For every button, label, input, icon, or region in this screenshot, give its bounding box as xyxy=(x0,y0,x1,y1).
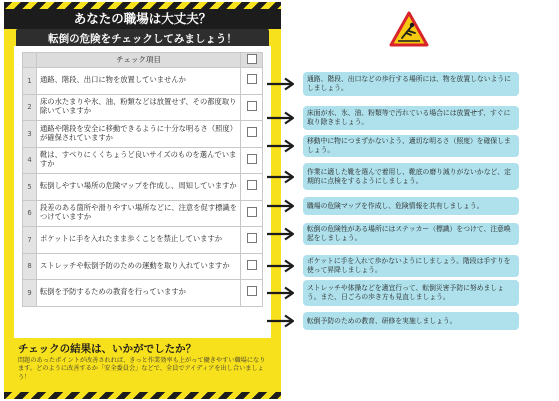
hazard-stripe-top xyxy=(4,2,281,9)
item-checkbox-cell[interactable] xyxy=(241,227,263,254)
page-subtitle: 転倒の危険をチェックしてみましょう！ xyxy=(16,29,269,49)
table-row xyxy=(23,280,263,307)
item-number: 9 xyxy=(23,280,37,307)
checkbox-icon[interactable] xyxy=(247,260,257,270)
item-text: 転倒しやすい場所の危険マップを作成し、周知していますか xyxy=(37,174,241,201)
table-row xyxy=(23,200,263,227)
checkbox-icon xyxy=(247,54,257,64)
item-text: 靴は、すべりにくくちょうど良いサイズのものを選んでいますか xyxy=(37,147,241,174)
checklist-card xyxy=(4,2,281,399)
item-number: 3 xyxy=(23,121,37,148)
page-title: あなたの職場は大丈夫？ xyxy=(4,9,281,29)
item-text: 床の水たまりや氷、油、粉類などは放置せず、その都度取り除いていますか xyxy=(37,94,241,121)
checkbox-icon[interactable] xyxy=(247,233,257,243)
item-text: 通路、階段、出口に物を放置していませんか xyxy=(37,68,241,95)
checkbox-icon[interactable] xyxy=(247,180,257,190)
checklist-table xyxy=(22,52,263,307)
arrow-right-icon xyxy=(266,170,296,184)
item-text: 段差のある箇所や滑りやすい場所などに、注意を促す標識をつけていますか xyxy=(37,200,241,227)
arrow-right-icon xyxy=(266,111,296,125)
table-row xyxy=(23,174,263,201)
item-checkbox-cell[interactable] xyxy=(241,94,263,121)
item-number: 7 xyxy=(23,227,37,254)
item-checkbox-cell[interactable] xyxy=(241,174,263,201)
checkbox-icon[interactable] xyxy=(247,286,257,296)
advice-box xyxy=(303,312,519,330)
advice-text: ポケットに手を入れて歩かないようにしましょう。階段は手すりを使って昇降しましょう。 xyxy=(307,257,511,274)
item-number: 2 xyxy=(23,94,37,121)
checkbox-icon[interactable] xyxy=(247,101,257,111)
checkbox-icon[interactable] xyxy=(247,154,257,164)
advice-text: ストレッチや体操などを適宜行って、転倒災害予防に努めましょう。また、日ごろの歩き方も見直しましょう。 xyxy=(307,284,504,301)
item-number: 5 xyxy=(23,174,37,201)
item-number: 4 xyxy=(23,147,37,174)
advice-text: 通路、階段、出口などの歩行する場所には、物を放置しないようにしましょう。 xyxy=(307,75,511,92)
arrow-right-icon xyxy=(266,314,296,328)
arrow-right-icon xyxy=(266,199,296,213)
num-header xyxy=(23,53,37,68)
table-row xyxy=(23,253,263,280)
checkbox-icon[interactable] xyxy=(247,127,257,137)
item-number: 1 xyxy=(23,68,37,95)
arrow-right-icon xyxy=(266,259,296,273)
item-checkbox-cell[interactable] xyxy=(241,253,263,280)
table-row xyxy=(23,94,263,121)
table-header-row xyxy=(23,53,263,68)
table-row xyxy=(23,121,263,148)
table-row xyxy=(23,68,263,95)
slip-warning-icon xyxy=(389,11,429,47)
item-checkbox-cell[interactable] xyxy=(241,147,263,174)
hazard-stripe-bottom xyxy=(4,392,281,399)
checklist-panel xyxy=(14,46,271,338)
advice-box xyxy=(303,255,519,277)
result-text: 問題のあったポイントが改善されれば、きっと作業効率も上がって働きやすい職場になります。どのように改善するか「安全委員会」などで、全員でアイディアを出し合いましょう！ xyxy=(18,357,266,381)
item-text: ストレッチや転倒予防のための運動を取り入れていますか xyxy=(37,253,241,280)
item-text: 通路や階段を安全に移動できるように十分な明るさ（照度）が確保されていますか xyxy=(37,121,241,148)
advice-text: 作業に適した靴を選んで着用し、靴底の磨り減りがないかなど、定期的に点検をするようにしましょう。 xyxy=(307,167,511,185)
table-row xyxy=(23,147,263,174)
advice-text: 転倒の危険性がある場所にはステッカー（標識）をつけて、注意喚起をしましょう。 xyxy=(307,225,511,242)
item-text: 転倒を予防するための教育を行っていますか xyxy=(37,280,241,307)
advice-text: 移動中に物につまずかないよう、適切な明るさ（照度）を確保しましょう。 xyxy=(307,137,511,154)
result-title: チェックの結果は、いかがでしたか？ xyxy=(18,343,197,355)
item-text: ポケットに手を入れたまま歩くことを禁止していますか xyxy=(37,227,241,254)
advice-box xyxy=(303,163,519,190)
advice-box xyxy=(303,106,519,130)
item-checkbox-cell[interactable] xyxy=(241,200,263,227)
advice-box xyxy=(303,197,519,215)
item-number: 8 xyxy=(23,253,37,280)
item-number: 6 xyxy=(23,200,37,227)
advice-text: 職場の危険マップを作成し、危険情報を共有しましょう。 xyxy=(307,201,484,210)
arrow-right-icon xyxy=(266,227,296,241)
item-checkbox-cell[interactable] xyxy=(241,68,263,95)
table-row xyxy=(23,227,263,254)
arrow-right-icon xyxy=(266,139,296,153)
advice-text: 転倒予防のための教育、研修を実施しましょう。 xyxy=(307,316,457,325)
advice-box xyxy=(303,72,519,96)
checkbox-icon[interactable] xyxy=(247,74,257,84)
advice-box xyxy=(303,135,519,157)
arrow-right-icon xyxy=(266,286,296,300)
item-checkbox-cell[interactable] xyxy=(241,280,263,307)
advice-box xyxy=(303,223,519,245)
arrow-right-icon xyxy=(266,77,296,91)
checkbox-icon[interactable] xyxy=(247,207,257,217)
column-header: チェック項目 xyxy=(37,53,241,68)
item-checkbox-cell[interactable] xyxy=(241,121,263,148)
advice-text: 床面が水、氷、油、粉類等で汚れている場合には放置せず、すぐに取り除きましょう。 xyxy=(307,109,511,126)
advice-box xyxy=(303,280,519,306)
check-header xyxy=(241,53,263,68)
